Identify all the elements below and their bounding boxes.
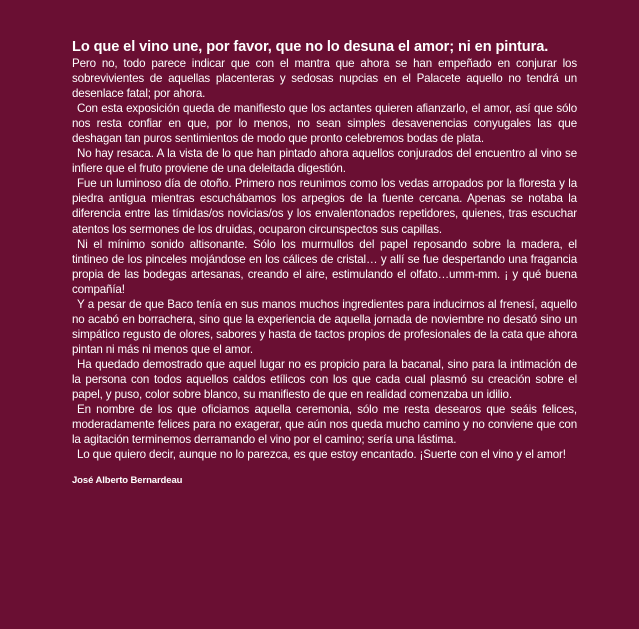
page-title: Lo que el vino une, por favor, que no lo desuna el amor; ni en pintura. bbox=[72, 39, 549, 55]
author-signature: José Alberto Bernardeau bbox=[72, 475, 183, 487]
paragraph-2: Con esta exposición queda de manifiesto que los actantes quieren afianzarlo, el amor, así que sólo nos resta confiar en que, por lo menos, no sean simples desavenencias conyugales las que deshagan tan puros sentimientos de modo que pronto celebremos bodas de plata. bbox=[72, 102, 577, 146]
body-text bbox=[72, 56, 577, 462]
paragraph-5: Ni el mínimo sonido altisonante. Sólo los murmullos del papel reposando sobre la madera, el tintineo de los pinceles mojándose en los cálices de cristal… y allí se fue despertando una fragancia propia de las bodegas artesanas, creando el aire, estimulando el olfato…umm-mm. ¡ y qué buena compañía! bbox=[72, 237, 577, 296]
paragraph-1: Pero no, todo parece indicar que con el mantra que ahora se han empeñado en conjurar los sobrevivientes de aquellas placenteras y sedosas nupcias en el Palacete aquello no tendrá un desenlace fatal; por ahora. bbox=[72, 57, 577, 101]
paragraph-3: No hay resaca. A la vista de lo que han pintado ahora aquellos conjurados del encuentro al vino se infiere que el fruto proviene de una deleitada digestión. bbox=[72, 147, 577, 176]
paragraph-7: Ha quedado demostrado que aquel lugar no es propicio para la bacanal, sino para la intimación de la persona con todos aquellos caldos etílicos con los que cada cual plasmó su creación sobre el papel, y puso, color sobre blanco, su manifiesto de que en realidad comenzaba un idilio. bbox=[72, 357, 577, 402]
paragraph-9: Lo que quiero decir, aunque no lo parezca, es que estoy encantado. ¡Suerte con el vino y el amor! bbox=[77, 448, 566, 462]
text-page bbox=[72, 38, 577, 487]
paragraph-4: Fue un luminoso día de otoño. Primero nos reunimos como los vedas arropados por la floresta y la piedra antigua mientras escuchábamos los arpegios de la fuente cercana. Apenas se notaba la diferencia entre las tímidas/os novicias/os y los envalentonados repetidores, quienes, tras escuchar atentos los sermones de los druidas, ocuparon circunspectos sus capillas. bbox=[72, 177, 577, 236]
paragraph-8: En nombre de los que oficiamos aquella ceremonia, sólo me resta desearos que seáis felices, moderadamente felices para no exagerar, que aún nos queda mucho camino y no conviene que con la agitación terminemos derramando el vino por el camino; sería una lástima. bbox=[72, 403, 577, 447]
paragraph-6: Y a pesar de que Baco tenía en sus manos muchos ingredientes para inducirnos al frenesí, aquello no acabó en borrachera, sino que la experiencia de aquella jornada de noviembre no desató sino un simpático regusto de olores, sabores y hasta de tactos propios de profesionales de la cata que ahora pintan ni más ni menos que el amor. bbox=[72, 297, 577, 356]
